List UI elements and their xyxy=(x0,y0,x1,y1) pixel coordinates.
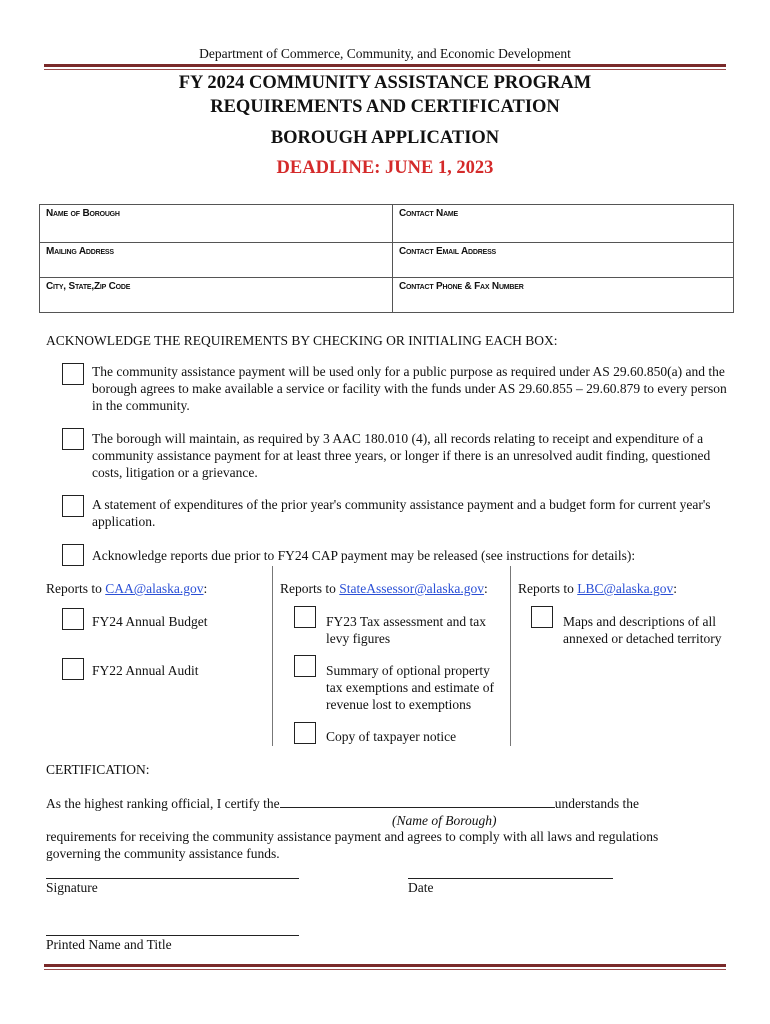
contact-email-label: Contact Email Address xyxy=(399,246,497,257)
tax-assessment-label: FY23 Tax assessment and tax levy figures xyxy=(326,614,487,646)
lbc-email-link[interactable]: LBC@alaska.gov xyxy=(577,581,674,596)
reports-caa-heading xyxy=(46,580,207,597)
tax-assessment-checkbox[interactable] xyxy=(294,606,316,628)
reports-assessor-suffix: : xyxy=(484,581,488,596)
signature-line[interactable] xyxy=(46,878,299,879)
mailing-address-field[interactable] xyxy=(40,243,393,278)
name-of-borough-label: Name of Borough xyxy=(46,208,120,219)
certification-line1-start: As the highest ranking official, I certify the xyxy=(46,796,280,811)
fy22-audit-checkbox[interactable] xyxy=(62,658,84,680)
contact-name-field[interactable] xyxy=(393,205,734,243)
column-divider-2 xyxy=(510,566,511,746)
public-purpose-checkbox[interactable] xyxy=(62,363,84,385)
certification-line1-end: understands the xyxy=(554,796,640,811)
title-line-3: BOROUGH APPLICATION xyxy=(270,128,500,148)
certification-heading: CERTIFICATION: xyxy=(46,762,150,777)
fy24-budget-checkbox[interactable] xyxy=(62,608,84,630)
title-line-2: REQUIREMENTS AND CERTIFICATION xyxy=(210,97,560,117)
city-state-zip-label: City, State,Zip Code xyxy=(46,281,131,292)
contact-email-field[interactable] xyxy=(393,243,734,278)
reports-acknowledge-checkbox[interactable] xyxy=(62,544,84,566)
certification-statement-line2: requirements for receiving the community assistance payment and agrees to comply with all laws and regulations governing the community assistance funds. xyxy=(46,829,659,861)
fy22-audit-label: FY22 Annual Audit xyxy=(92,663,199,678)
assessor-email-link[interactable]: StateAssessor@alaska.gov xyxy=(339,581,485,596)
borough-name-blank[interactable] xyxy=(280,795,555,808)
reports-lbc-suffix: : xyxy=(673,581,678,596)
reports-assessor-prefix: Reports to xyxy=(280,581,340,596)
reports-lbc-prefix: Reports to xyxy=(518,581,578,596)
reports-assessor-heading xyxy=(280,580,488,597)
caa-email-link[interactable]: CAA@alaska.gov xyxy=(105,581,204,596)
contact-phone-fax-field[interactable] xyxy=(393,278,734,313)
borough-name-hint: (Name of Borough) xyxy=(392,813,497,828)
public-purpose-text: The community assistance payment will be used only for a public purpose as required under AS 29.60.850(a) and the borough agrees to make available a service or facility with the funds under AS 29.60.855 – 29.60.879 to every person in the community. xyxy=(92,364,727,413)
date-line[interactable] xyxy=(408,878,613,879)
territory-maps-checkbox[interactable] xyxy=(531,606,553,628)
reports-caa-suffix: : xyxy=(203,581,208,596)
title-line-1: FY 2024 COMMUNITY ASSISTANCE PROGRAM xyxy=(178,73,592,93)
deadline: DEADLINE: JUNE 1, 2023 xyxy=(276,158,494,178)
certification-statement-line1 xyxy=(46,795,736,812)
footer-rule-thin xyxy=(44,969,726,970)
fy24-budget-label: FY24 Annual Budget xyxy=(92,614,208,629)
header-rule xyxy=(44,64,726,67)
contact-phone-fax-label: Contact Phone & Fax Number xyxy=(399,281,524,292)
contact-name-label: Contact Name xyxy=(399,208,459,219)
mailing-address-label: Mailing Address xyxy=(46,246,114,257)
taxpayer-notice-label: Copy of taxpayer notice xyxy=(326,729,457,744)
printed-name-label: Printed Name and Title xyxy=(46,937,172,952)
reports-lbc-heading xyxy=(518,580,677,597)
tax-exemptions-checkbox[interactable] xyxy=(294,655,316,677)
expenditures-text: A statement of expenditures of the prior year's community assistance payment and a budget form for current year's application. xyxy=(92,497,711,529)
footer-rule xyxy=(44,964,726,967)
tax-exemptions-label: Summary of optional property tax exemptions and estimate of revenue lost to exemptions xyxy=(326,663,494,712)
expenditures-checkbox[interactable] xyxy=(62,495,84,517)
reports-acknowledge-text: Acknowledge reports due prior to FY24 CAP payment may be released (see instructions for details): xyxy=(92,548,636,563)
acknowledge-heading: ACKNOWLEDGE THE REQUIREMENTS BY CHECKING OR INITIALING EACH BOX: xyxy=(46,333,558,348)
printed-name-line[interactable] xyxy=(46,935,299,936)
taxpayer-notice-checkbox[interactable] xyxy=(294,722,316,744)
name-of-borough-field[interactable] xyxy=(40,205,393,243)
records-checkbox[interactable] xyxy=(62,428,84,450)
date-label: Date xyxy=(408,880,434,895)
department-name: Department of Commerce, Community, and Economic Development xyxy=(199,46,571,61)
city-state-zip-field[interactable] xyxy=(40,278,393,313)
header-rule-thin xyxy=(44,69,726,70)
reports-caa-prefix: Reports to xyxy=(46,581,106,596)
records-text: The borough will maintain, as required by 3 AAC 180.010 (4), all records relating to receipt and expenditure of a community assistance payment for at least three years, or longer if there is an unresolved audit finding, questioned costs, litigation or a grievance. xyxy=(92,431,711,480)
signature-label: Signature xyxy=(46,880,98,895)
column-divider-1 xyxy=(272,566,273,746)
territory-maps-label: Maps and descriptions of all annexed or detached territory xyxy=(563,614,722,646)
borough-info-table xyxy=(39,204,734,313)
